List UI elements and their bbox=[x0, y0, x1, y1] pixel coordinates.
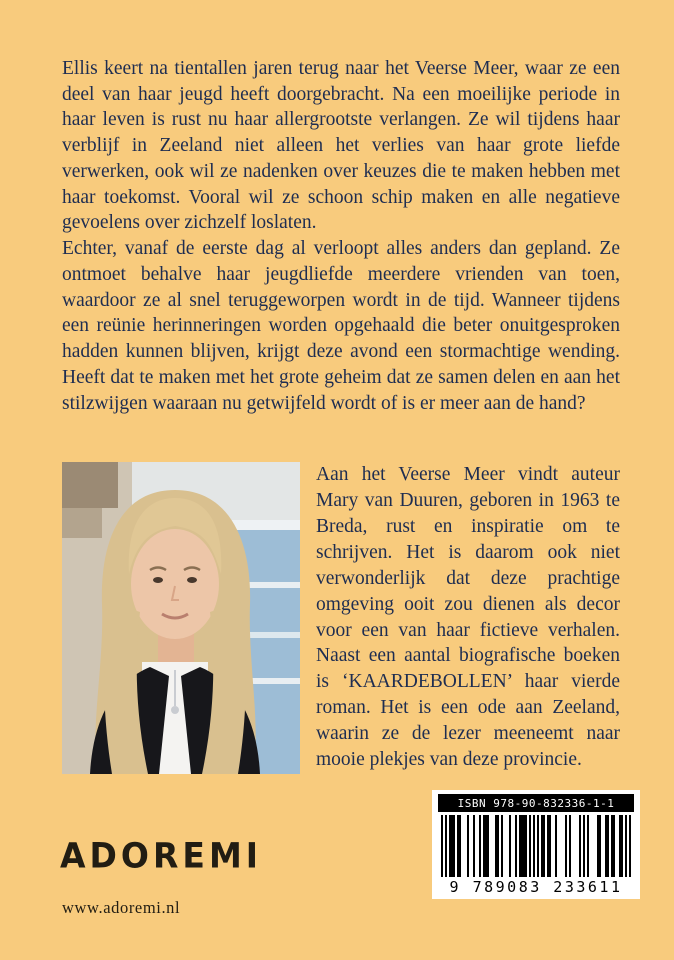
barcode bbox=[432, 790, 640, 899]
author-bio: Aan het Veerse Meer vindt auteur Mary van Duuren, geboren in 1963 te Breda, rust en inspiratie om te schrijven. Het is daarom ook niet verwonderlijk dat deze prachtige omgeving ooit zou dienen als decor voor een van haar fictieve verhalen. Naast een aantal biografische boeken is ‘KAARDEBOLLEN’ haar vierde roman. Het is een ode aan Zeeland, waarin ze de lezer meeneemt naar mooie plekjes van deze provincie. bbox=[316, 464, 620, 771]
barcode-number: 9 789083 233611 bbox=[449, 878, 623, 896]
publisher-website: www.adoremi.nl bbox=[62, 898, 181, 917]
author-section bbox=[62, 462, 620, 774]
synopsis-paragraph-2: Echter, vanaf de eerste dag al verloopt alles anders dan gepland. Ze ontmoet behalve haar jeugdliefde meerdere vrienden van toen, waardoor ze al snel teruggeworpen wordt in de tijd. Wanneer tijdens een reünie herinneringen worden opgehaald die beter onuitgesproken hadden kunnen blijven, krijgt deze avond een stormachtige wending. Heeft dat te maken met het grote geheim dat ze samen delen en aan het stilzwijgen waaraan nu getwijfeld wordt of is er meer aan de hand? bbox=[62, 238, 620, 414]
synopsis-paragraph-1: Ellis keert na tientallen jaren terug naar het Veerse Meer, waar ze een deel van haar jeugd heeft doorgebracht. Na een moeilijke periode in haar leven is rust nu haar allergrootste verlangen. Ze wil tijdens haar verblijf in Zeeland niet alleen het verlies van haar grote liefde verwerken, ook wil ze nadenken over keuzes die te maken hebben met haar toekomst. Vooral wil ze schoon schip maken en alle negatieve gevoelens over zichzelf loslaten. bbox=[62, 58, 620, 234]
isbn-label: ISBN 978-90-832336-1-1 bbox=[438, 794, 634, 812]
author-photo bbox=[62, 462, 300, 774]
barcode-bars bbox=[441, 815, 631, 877]
synopsis bbox=[62, 56, 620, 416]
author-portrait-illustration bbox=[62, 462, 300, 774]
publisher-logo: ADOREMI bbox=[60, 835, 263, 876]
